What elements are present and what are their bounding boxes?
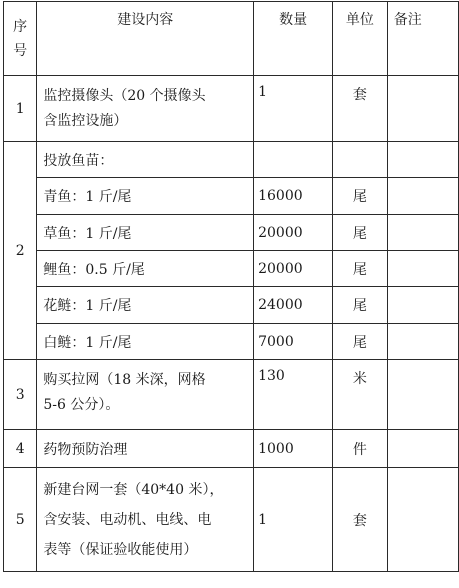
table-row — [4, 430, 459, 468]
row-quantity: 130 — [254, 360, 333, 430]
row-note — [387, 76, 458, 142]
row-seq: 2 — [4, 142, 37, 360]
row-seq: 4 — [4, 430, 37, 468]
row-seq: 5 — [4, 468, 37, 572]
row-seq: 3 — [4, 360, 37, 430]
subrow-unit: 尾 — [333, 251, 388, 287]
content-line: 监控摄像头（20 个摄像头 — [43, 88, 206, 104]
row-unit — [333, 142, 388, 178]
subrow-quantity: 20000 — [254, 251, 333, 287]
table-header-row — [4, 2, 459, 76]
content-line: 购买拉网（18 米深，网格 — [43, 372, 206, 388]
row-content: 药物预防治理 — [37, 430, 254, 468]
content-line: 表等（保证验收能使用） — [43, 541, 198, 558]
subrow-content: 青鱼：1 斤/尾 — [37, 178, 254, 215]
subrow-quantity: 16000 — [254, 178, 333, 215]
content-line: 含监控设施） — [43, 113, 128, 129]
row-note — [387, 468, 458, 572]
table-row — [4, 142, 459, 178]
subrow-content: 草鱼：1 斤/尾 — [37, 215, 254, 251]
row-heading: 投放鱼苗： — [37, 142, 254, 178]
row-seq: 1 — [4, 76, 37, 142]
header-seq-line-1: 序 — [13, 18, 28, 35]
subrow-content: 花鲢：1 斤/尾 — [37, 287, 254, 324]
table-subrow — [4, 324, 459, 360]
subrow-content: 白鲢：1 斤/尾 — [37, 324, 254, 360]
row-unit: 米 — [333, 360, 388, 430]
row-note — [387, 360, 458, 430]
content-line: 5-6 公分）。 — [43, 397, 120, 413]
subrow-note — [387, 324, 458, 360]
subrow-content: 鲤鱼：0.5 斤/尾 — [37, 251, 254, 287]
table-subrow — [4, 287, 459, 324]
table-row — [4, 360, 459, 430]
subrow-unit: 尾 — [333, 324, 388, 360]
content-line: 含安装、电动机、电线、电 — [43, 511, 212, 528]
row-note — [387, 430, 458, 468]
subrow-note — [387, 251, 458, 287]
content-line: 新建台网一套（40*40 米）， — [43, 481, 224, 498]
header-content: 建设内容 — [37, 2, 254, 76]
row-quantity — [254, 142, 333, 178]
subrow-unit: 尾 — [333, 215, 388, 251]
row-content — [37, 360, 254, 430]
subrow-quantity: 20000 — [254, 215, 333, 251]
header-unit: 单位 — [333, 2, 388, 76]
header-quantity: 数量 — [254, 2, 333, 76]
header-seq-line-2: 号 — [13, 42, 28, 59]
header-seq — [4, 2, 37, 76]
table-row — [4, 468, 459, 572]
row-quantity: 1000 — [254, 430, 333, 468]
subrow-unit: 尾 — [333, 178, 388, 215]
subrow-unit: 尾 — [333, 287, 388, 324]
row-content — [37, 76, 254, 142]
row-content — [37, 468, 254, 572]
row-quantity: 1 — [254, 76, 333, 142]
row-unit: 件 — [333, 430, 388, 468]
table-row — [4, 76, 459, 142]
header-note: 备注 — [387, 2, 458, 76]
subrow-note — [387, 178, 458, 215]
construction-items-table — [3, 1, 459, 572]
row-quantity: 1 — [254, 468, 333, 572]
row-unit: 套 — [333, 76, 388, 142]
subrow-quantity: 24000 — [254, 287, 333, 324]
subrow-quantity: 7000 — [254, 324, 333, 360]
row-unit: 套 — [333, 468, 388, 572]
subrow-note — [387, 215, 458, 251]
table-subrow — [4, 178, 459, 215]
table-subrow — [4, 251, 459, 287]
row-note — [387, 142, 458, 178]
table-subrow — [4, 215, 459, 251]
subrow-note — [387, 287, 458, 324]
